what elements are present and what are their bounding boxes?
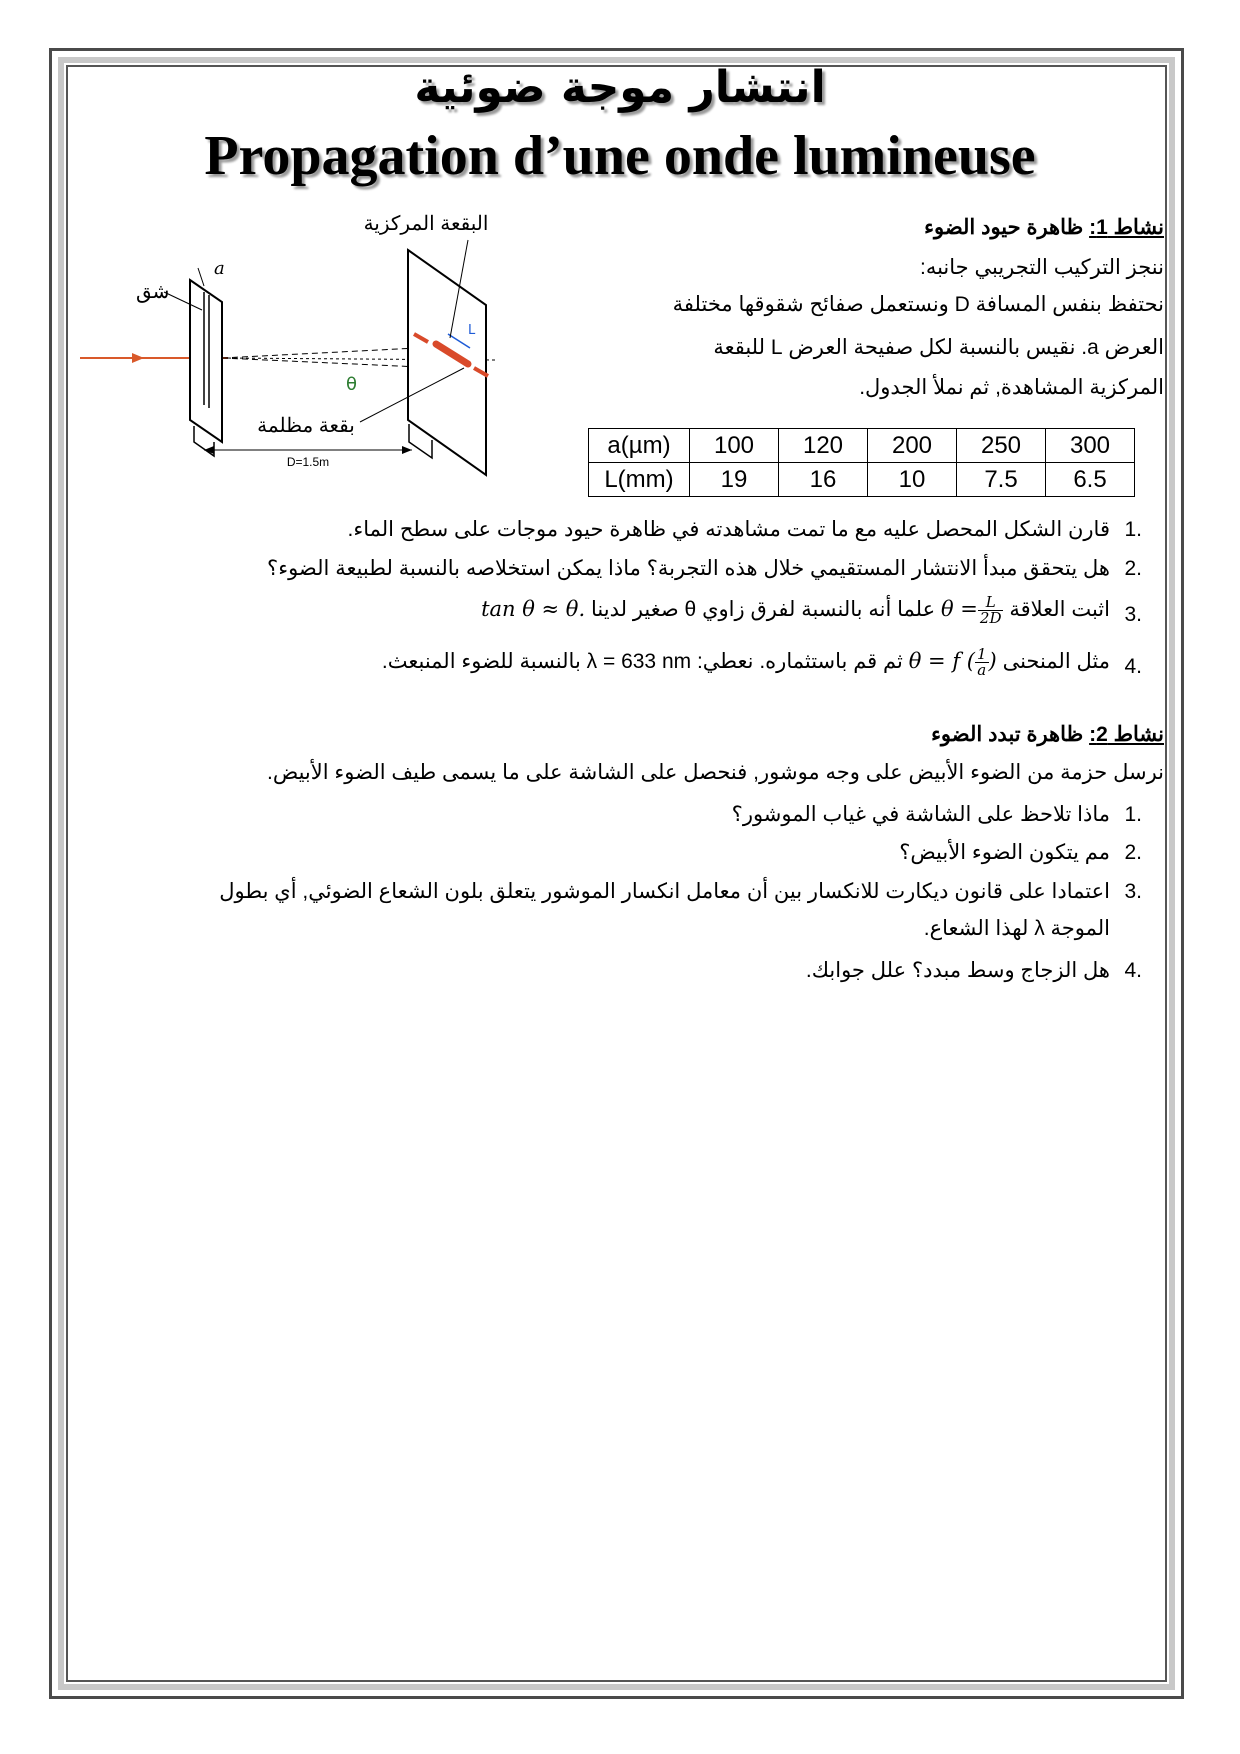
table-cell: 120 bbox=[779, 429, 868, 463]
slit-plate bbox=[190, 280, 222, 442]
q4-text-b: ثم قم باستثماره. نعطي: bbox=[696, 650, 903, 673]
q4-eq-lhs: θ = f ( bbox=[908, 649, 975, 673]
activity2-question-2: مم يتكون الضوء الأبيض؟ bbox=[899, 841, 1110, 864]
table-cell: 16 bbox=[779, 463, 868, 497]
table-cell: 19 bbox=[690, 463, 779, 497]
table-cell: 7.5 bbox=[957, 463, 1046, 497]
label-dark-spot: بقعة مظلمة bbox=[257, 415, 355, 437]
title-french: Propagation d’une onde lumineuse bbox=[204, 125, 1036, 187]
question-number: 2. bbox=[1124, 841, 1142, 864]
q3-frac-den: 2D bbox=[979, 609, 1002, 627]
question-number: 1. bbox=[1124, 518, 1142, 541]
activity1-heading-text: ظاهرة حيود الضوء bbox=[924, 216, 1084, 239]
q4-eq-close: ) bbox=[988, 649, 997, 673]
question-number: 1. bbox=[1124, 803, 1142, 826]
table-cell: 200 bbox=[868, 429, 957, 463]
activity2-intro: نرسل حزمة من الضوء الأبيض على وجه موشور, فنحصل على الشاشة على ما يسمى طيف الضوء الأبيض. bbox=[267, 761, 1164, 784]
activity1-line-1: ننجز التركيب التجريبي جانبه: bbox=[920, 256, 1164, 279]
label-a: a bbox=[214, 258, 225, 279]
activity1-line-3: العرض a. نقيس بالنسبة لكل صفيحة العرض L للبقعة bbox=[713, 336, 1164, 359]
label-L: L bbox=[468, 323, 476, 338]
table-cell: 300 bbox=[1046, 429, 1135, 463]
q4-lambda: λ = 633 nm bbox=[586, 650, 692, 673]
question-number: 2. bbox=[1124, 557, 1142, 580]
table-row bbox=[589, 463, 1135, 497]
table-cell: 250 bbox=[957, 429, 1046, 463]
q4-frac-den: a bbox=[977, 661, 987, 679]
table-row bbox=[589, 429, 1135, 463]
question-number: 4. bbox=[1124, 959, 1142, 982]
q3-tan-approx: tan θ ≈ θ. bbox=[481, 597, 586, 621]
table-cell: L(mm) bbox=[589, 463, 690, 497]
q3-eq-lhs: θ = bbox=[940, 597, 978, 621]
q4-text-c: بالنسبة للضوء المنبعث. bbox=[381, 650, 581, 673]
activity1-question-3 bbox=[481, 594, 1110, 626]
activity2-question-3: اعتمادا على قانون ديكارت للانكسار بين أن معامل انكسار الموشور يتعلق بلون الشعاع الضوئي, أي بطول bbox=[219, 880, 1110, 903]
table-cell: a(µm) bbox=[589, 429, 690, 463]
activity2-heading-text: ظاهرة تبدد الضوء bbox=[931, 723, 1084, 746]
activity2-question-1: ماذا تلاحظ على الشاشة في غياب الموشور؟ bbox=[731, 803, 1110, 826]
title-arabic: انتشار موجة ضوئية bbox=[414, 62, 826, 113]
a-pointer bbox=[198, 268, 204, 286]
activity2-heading-label: نشاط 2: bbox=[1089, 723, 1164, 746]
activity2-question-4: هل الزجاج وسط مبدد؟ علل جوابك. bbox=[805, 959, 1110, 982]
table-cell: 6.5 bbox=[1046, 463, 1135, 497]
screen bbox=[408, 250, 486, 475]
activity1-heading-label: نشاط 1: bbox=[1089, 216, 1164, 239]
q4-frac-num: 1 bbox=[976, 645, 987, 663]
question-number: 3. bbox=[1124, 880, 1142, 903]
q3-frac-num: L bbox=[978, 595, 1004, 611]
q3-equation bbox=[940, 593, 1004, 627]
table-cell: 100 bbox=[690, 429, 779, 463]
activity2-heading bbox=[931, 722, 1164, 747]
diffraction-data-table bbox=[588, 428, 1135, 497]
activity1-line-4: المركزية المشاهدة, ثم نملأ الجدول. bbox=[859, 376, 1164, 399]
label-distance: D=1.5m bbox=[286, 455, 330, 469]
ray-arrow-icon bbox=[132, 353, 144, 363]
q4-text-a: مثل المنحنى bbox=[1002, 650, 1110, 673]
activity2-question-3-continued: الموجة λ لهذا الشعاع. bbox=[923, 917, 1110, 940]
activity1-question-4 bbox=[382, 646, 1110, 678]
label-central-spot: البقعة المركزية bbox=[363, 213, 489, 235]
activity1-line-2: نحتفظ بنفس المسافة D ونستعمل صفائح شقوقها مختلفة bbox=[672, 293, 1164, 316]
activity1-heading bbox=[924, 215, 1164, 240]
diffraction-setup-figure bbox=[76, 210, 576, 480]
label-slit: شق bbox=[136, 281, 170, 303]
activity1-question-2: هل يتحقق مبدأ الانتشار المستقيمي خلال هذه التجربة؟ ماذا يمكن استخلاصه بالنسبة لطبيعة الضوء؟ bbox=[267, 557, 1110, 580]
question-number: 3. bbox=[1124, 603, 1142, 626]
q4-fraction bbox=[975, 647, 989, 678]
table-cell: 10 bbox=[868, 463, 957, 497]
q3-text-a: اثبت العلاقة bbox=[1009, 598, 1110, 621]
question-number: 4. bbox=[1124, 655, 1142, 678]
activity1-question-1: قارن الشكل المحصل عليه مع ما تمت مشاهدته في ظاهرة حيود موجات على سطح الماء. bbox=[347, 518, 1110, 541]
q3-fraction bbox=[978, 595, 1004, 626]
q4-equation bbox=[908, 645, 997, 679]
q3-text-b: علما أنه بالنسبة لفرق زاوي θ صغير لدينا bbox=[590, 598, 936, 621]
distance-arrow-icon bbox=[402, 446, 412, 454]
label-theta: θ bbox=[346, 374, 358, 395]
